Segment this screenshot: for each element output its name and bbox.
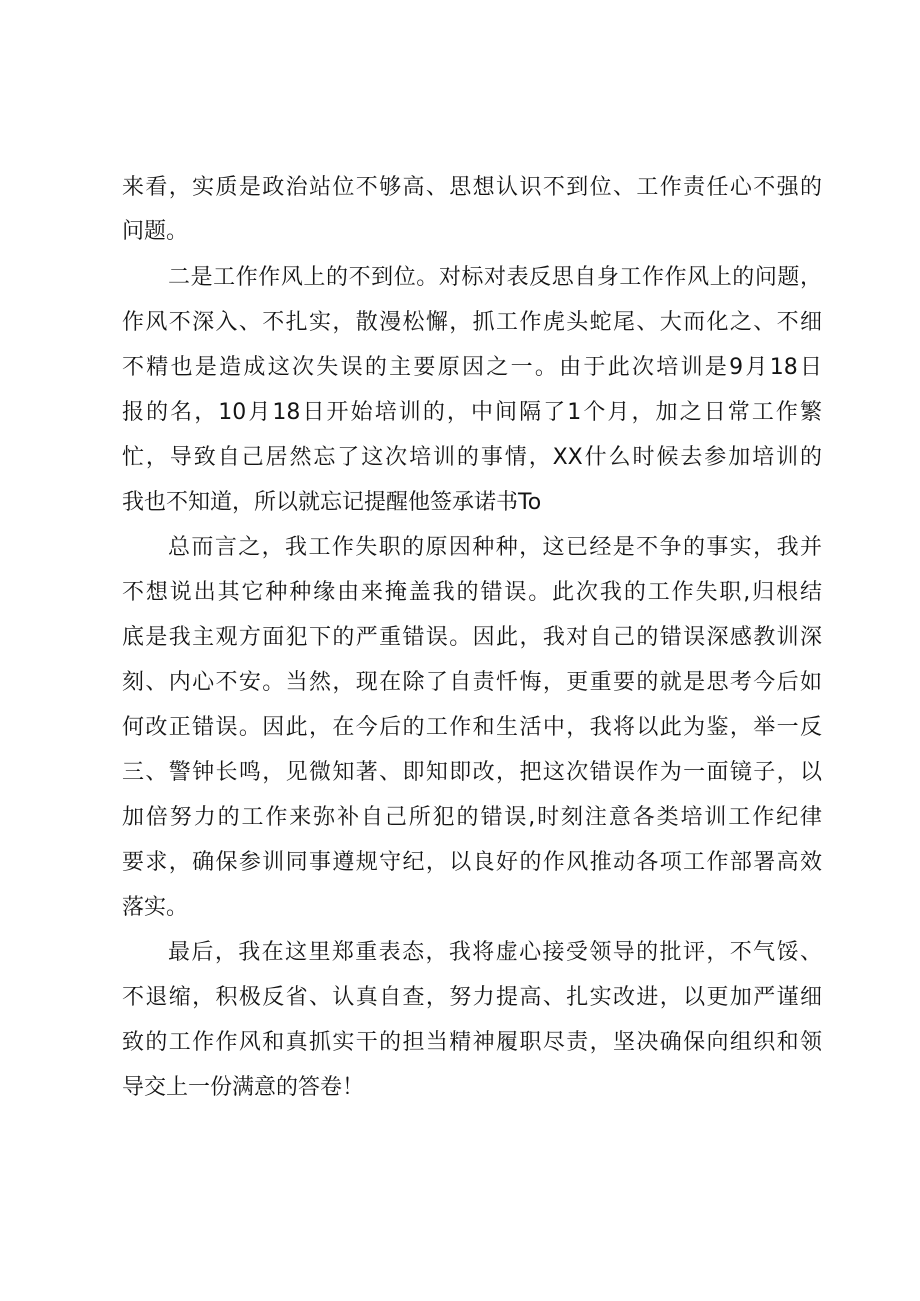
text-line: 底是我主观方面犯下的严重错误。因此，我对自己的错误深感教训深: [122, 625, 822, 650]
text-line: 不想说出其它种种缘由来掩盖我的错误。此次我的工作失职,归根结: [122, 580, 822, 605]
text-line: 作风不深入、不扎实，散漫松懈，抓工作虎头蛇尾、大而化之、不细: [122, 310, 822, 335]
text-line: 报的名，10月18日开始培训的，中间隔了1个月，加之日常工作繁: [122, 400, 822, 425]
text-line: 我也不知道，所以就忘记提醒他签承诺书To: [122, 490, 542, 515]
paragraph-start-line: 二是工作作风上的不到位。对标对表反思自身工作作风上的问题，: [168, 265, 822, 290]
text-line: 导交上一份满意的答卷！: [122, 1075, 365, 1100]
text-line: 要求，确保参训同事遵规守纪，以良好的作风推动各项工作部署高效: [122, 850, 822, 875]
text-line: 加倍努力的工作来弥补自己所犯的错误,时刻注意各类培训工作纪律: [122, 805, 822, 830]
text-line: 致的工作作风和真抓实干的担当精神履职尽责，坚决确保向组织和领: [122, 1030, 822, 1055]
text-line: 落实。: [122, 895, 189, 920]
text-line: 来看，实质是政治站位不够高、思想认识不到位、工作责任心不强的: [122, 175, 822, 200]
text-line: 不精也是造成这次失误的主要原因之一。由于此次培训是9月18日: [122, 355, 822, 380]
text-line: 何改正错误。因此，在今后的工作和生活中，我将以此为鉴，举一反: [122, 715, 822, 740]
text-line: 三、警钟长鸣，见微知著、即知即改，把这次错误作为一面镜子，以: [122, 760, 822, 785]
text-line: 忙，导致自己居然忘了这次培训的事情，XX什么时候去参加培训的: [122, 445, 822, 470]
paragraph-start-line: 最后，我在这里郑重表态，我将虚心接受领导的批评，不气馁、: [168, 940, 822, 965]
text-line: 刻、内心不安。当然，现在除了自责忏悔，更重要的就是思考今后如: [122, 670, 822, 695]
text-line: 问题。: [122, 219, 189, 244]
text-line: 不退缩，积极反省、认真自查，努力提高、扎实改进，以更加严谨细: [122, 985, 822, 1010]
paragraph-start-line: 总而言之，我工作失职的原因种种，这已经是不争的事实，我并: [168, 535, 822, 560]
